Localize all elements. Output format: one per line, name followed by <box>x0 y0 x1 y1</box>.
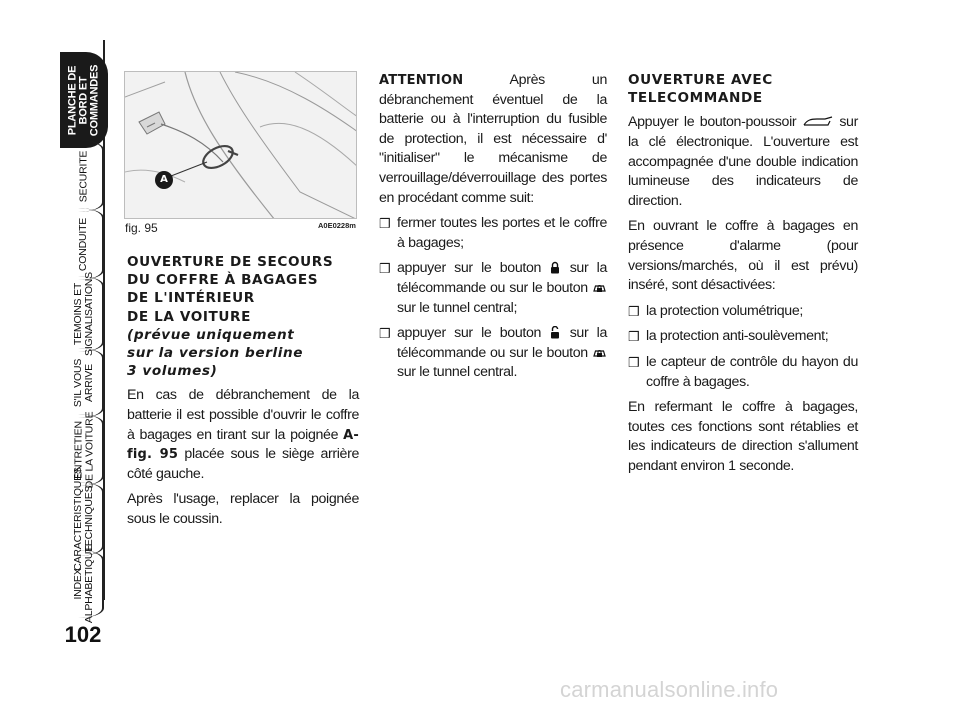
checkbox-bullet-icon: ❒ <box>379 326 391 342</box>
tab-securite[interactable] <box>60 140 108 212</box>
tab-planche-de-bord[interactable] <box>60 52 108 148</box>
list-item: ❒ la protection volumétrique; <box>628 302 858 322</box>
section-heading-emergency-opening: OUVERTURE DE SECOURS DU COFFRE À BAGAGES DE L'INTÉRIEUR DE LA VOITURE (prévue uniquement sur la version berline 3 volumes) <box>127 254 334 380</box>
paragraph: Appuyer le bouton-poussoir sur la clé électronique. L'ouverture est accompagnée d'une double indication lumineuse des indicateurs de direction. <box>628 114 858 209</box>
column-remote-opening <box>628 71 858 483</box>
list-item: ❒ la protection anti-soulèvement; <box>628 327 858 347</box>
page-number: 102 <box>64 622 102 647</box>
attention-label: ATTENTION <box>379 73 464 88</box>
tab-temoins[interactable] <box>60 272 108 356</box>
paragraph: En refermant le coffre à bagages, toutes ces fonctions sont rétablies et les indicateurs de direction s'allument pendant environ 1 seconde. <box>628 399 858 474</box>
chapter-sidebar <box>0 0 110 709</box>
paragraph: En cas de débranchement de la batterie il est possible d'ouvrir le coffre à bagages en tirant sur la poignée A-fig. 95 placée sous le siège arrière côté gauche. <box>127 387 360 482</box>
tab-label: PLANCHE DE BORD ET COMMANDES <box>66 64 101 136</box>
attention-paragraph: ATTENTION Après un débranchement éventuel de la batterie ou à l'interruption du fusible de protection, il est nécessaire d' "initialiser" le mécanisme de verrouillage/déverrouillage des portes en procédant comme suit: <box>379 72 607 206</box>
tab-label: TEMOINS ET SIGNALISATIONS <box>72 272 96 356</box>
tab-label: S'IL VOUS ARRIVE <box>72 358 95 408</box>
tab-index[interactable] <box>60 544 108 624</box>
lock-open-icon <box>550 326 560 339</box>
rear-seat-illustration <box>125 72 357 219</box>
checkbox-bullet-icon: ❒ <box>628 329 640 345</box>
list-item: ❒ le capteur de contrôle du hayon du coffre à bagages. <box>628 353 858 392</box>
tab-label: SECURITE <box>77 150 90 202</box>
figure-code: A0E0228m <box>318 221 356 230</box>
paragraph: En ouvrant le coffre à bagages en présence d'alarme (pour versions/marchés, où il est prévu) inséré, sont désactivées: <box>628 218 858 294</box>
car-lock-icon <box>593 282 606 294</box>
checkbox-bullet-icon: ❒ <box>379 216 391 232</box>
tab-label: ENTRETIEN DE LA VOITURE <box>72 411 96 489</box>
section-heading-remote-opening: OUVERTURE AVEC TELECOMMANDE <box>628 72 773 107</box>
car-lock-icon <box>593 347 606 359</box>
figure-rear-seat-handle <box>124 71 357 219</box>
tab-label: INDEX ALPHABETIQUE <box>72 544 95 624</box>
checkbox-bullet-icon: ❒ <box>379 261 391 277</box>
tab-label: CARACTERISTIQUES TECHNIQUES <box>72 467 96 571</box>
watermark-link[interactable]: carmanualsonline.info <box>560 677 779 702</box>
trunk-open-icon <box>803 116 833 128</box>
paragraph: Après l'usage, replacer la poignée sous le coussin. <box>127 491 359 527</box>
figure-reference[interactable]: A-fig. 95 <box>127 427 359 463</box>
tab-label: CONDUITE <box>77 217 90 271</box>
list-item: ❒ fermer toutes les portes et le coffre à bagages; <box>379 214 607 253</box>
figure-marker-a: A <box>160 174 168 185</box>
tab-conduite[interactable] <box>60 208 108 280</box>
checkbox-bullet-icon: ❒ <box>628 303 640 319</box>
list-item: ❒ appuyer sur le bouton sur la télécommande ou sur le bouton sur le tunnel central; <box>379 259 607 318</box>
figure-caption: fig. 95 <box>125 221 158 235</box>
list-item: ❒ appuyer sur le bouton sur la télécommande ou sur le bouton sur le tunnel central. <box>379 324 607 383</box>
column-emergency-opening <box>127 253 359 536</box>
checkbox-bullet-icon: ❒ <box>628 354 640 370</box>
column-attention <box>379 71 607 389</box>
lock-closed-icon <box>550 261 560 274</box>
tab-sil-vous-arrive[interactable] <box>60 348 108 418</box>
